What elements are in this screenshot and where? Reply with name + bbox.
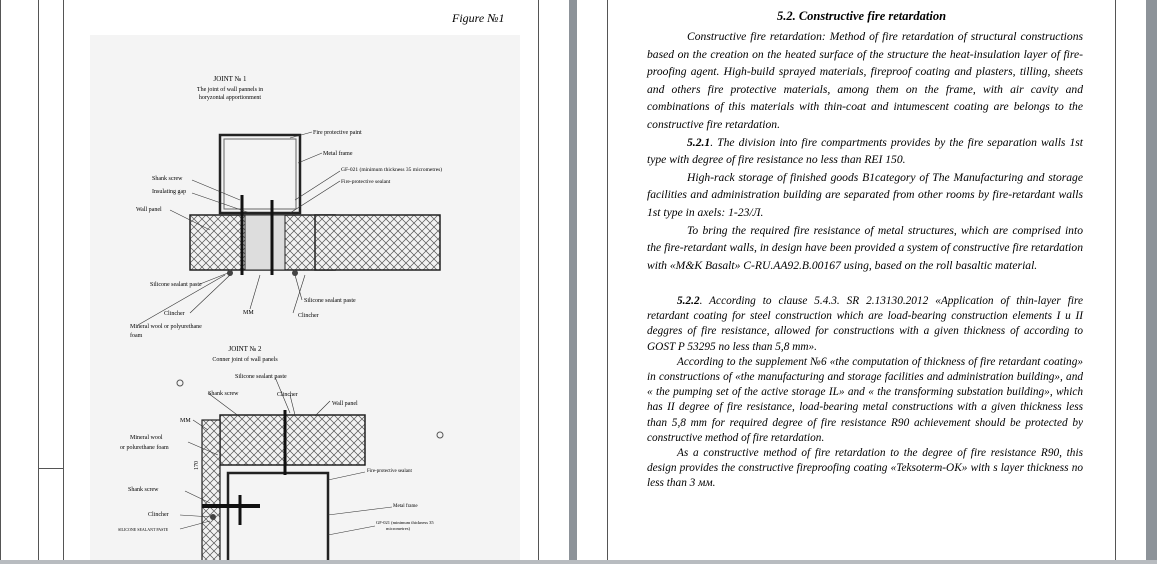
clause-number-522: 5.2.2 (677, 295, 700, 307)
section-body-2 (647, 294, 1083, 492)
joint2-label-gf021-1: GF-021 (minimum thickness 35 (376, 520, 434, 525)
page-frame-line (607, 0, 608, 564)
page-frame-line (38, 0, 39, 564)
scanned-drawing (90, 35, 520, 564)
joint1-title: JOINT № 1 (213, 75, 247, 83)
joint2-label-fire-sealant: Fire-protective sealant (367, 469, 412, 474)
joint2-marker-circle-2 (437, 432, 443, 438)
section-body (647, 28, 1083, 274)
document-page-right (577, 0, 1146, 564)
joint2-label-wall-panel: Wall panel (332, 401, 358, 407)
joint1-label-insulating-gap: Insulating gap (152, 189, 187, 195)
joint2-label-metal-frame: Metal frame (393, 504, 418, 509)
joint1-label-gf021: GF-021 (minimum thickness 35 micrometres) (341, 167, 443, 173)
joint1-subtitle-2: horyzontal apportionment (198, 95, 262, 101)
joint1-label-mineral-wool-2: foam (130, 333, 143, 339)
page-frame-line (38, 468, 63, 469)
joint2-title: JOINT № 2 (228, 345, 262, 353)
paragraph-3: High-rack storage of finished goods B1category of The Manufacturing and storage facilities and administration building are separated from other rooms by fire-retardant walls 1st type in axels: 1-23/Л. (647, 170, 1083, 219)
joint2-label-clincher-bottom: Clincher (148, 512, 169, 518)
page-frame-line (63, 0, 64, 564)
joint2-label-clincher-top: Clincher (277, 392, 298, 398)
vertical-scrollbar-track[interactable] (1146, 0, 1157, 564)
paragraph-1: Constructive fire retardation: Method of fire retardation of structural constructions based on the creation on the heated surface of the structure the heat-insulation layer of fire-proofing agent. High-build sprayed materials, fireproof coating and plasters, tilling, sheets and others fire protective materials, among them on the frame, with air cavity and combinations of this materials with thin-coat and intumescent coating are belongs to the constructive fire retardation. (647, 30, 1083, 131)
joint1-label-mineral-wool-1: Mineral wool or polyurethane (130, 324, 202, 330)
horizontal-scroll-edge (0, 560, 1157, 564)
joint2-label-mm: MM (180, 418, 191, 424)
joint1-insulating-gap (245, 215, 285, 270)
joint1-label-clincher-2: Clincher (298, 313, 319, 319)
page-frame-line (1115, 0, 1116, 564)
joint1-label-shank-screw: Shank screw (152, 176, 183, 182)
joint2-wall-panel-side (202, 420, 220, 564)
joint2-metal-frame (228, 473, 328, 564)
joint2-label-shank-screw: Shank screw (208, 391, 239, 397)
joint1-metal-frame-inner (224, 139, 296, 209)
joint2-dimension: 170 (194, 461, 200, 470)
joint-drawings (90, 35, 520, 564)
joint1-label-clincher-1: Clincher (164, 311, 185, 317)
joint1-label-silicone-2: Silicone sealant paste (304, 298, 356, 304)
joint1-label-silicone-1: Silicone sealant paste (150, 282, 202, 288)
joint2-subtitle: Conner joint of wall panels (212, 357, 278, 363)
joint1-wall-panel-right (315, 215, 440, 270)
joint2-label-shank-screw-2: Shank screw (128, 487, 159, 493)
joint2-label-mineral-wool-1: Mineral wool (130, 435, 163, 441)
joint2-marker-circle (177, 380, 183, 386)
figure-title: Figure №1 (452, 11, 505, 25)
joint2-label-mineral-wool-2: or polurethane foam (120, 445, 169, 451)
joint1-metal-frame (220, 135, 300, 213)
paragraph-5: 5.2.2. According to clause 5.4.3. SR 2.13130.2012 «Application of thin-layer fire retardant coating for steel construction which are load-bearing construction elements I и II deggres of fire resistance, allowed for constructions with a given thickness of according to GOST P 53295 no less than 5,8 mm». (647, 295, 1083, 353)
page-frame-line (538, 0, 539, 564)
joint1-label-mm: MM (243, 310, 254, 316)
page-frame-line (0, 0, 1, 564)
joint2-label-silicone: Silicone sealant paste (235, 374, 287, 380)
paragraph-6: According to the supplement №6 «the computation of thickness of fire retardant coating» in constructions of «the manufacturing and storage facilities and administration building», and « the pumping set of the active storage IL» and « the transforming substation building», which has II degree of fire resistance, load-bearing metal constructions with a given thickness less than 5,8 mm for required degree of fire resistance R90 achievement should be protected by constructive method of fire retardation. (647, 355, 1083, 444)
joint1-subtitle-1: The joint of wall pannels in (196, 87, 264, 93)
joint2-wall-panel-top (220, 415, 365, 465)
paragraph-4: To bring the required fire resistance of metal structures, which are comprised into the fire-retardant walls, in design have been provided a system of constructive fire retardation with «M&K Basalt» C-RU.AA92.B.00167 using, based on the roll basaltic material. (647, 223, 1083, 272)
joint2-label-silicone-caps: SILICONE SEALANT PASTE (118, 527, 169, 532)
page-gutter (569, 0, 577, 564)
joint1-label-fire-sealant: Fire-protective sealant (341, 179, 391, 185)
paragraph-2: 5.2.1. The division into fire compartments provides by the fire separation walls 1st type with degree of fire resistance no less than REI 150. (647, 135, 1083, 167)
joint1-label-fire-paint: Fire protective paint (313, 130, 362, 136)
paragraph-7: As a constructive method of fire retardation to the degree of fire resistance R90, this design provides the constructive fireproofing coating «Teksoterm-OK» with s layer thickness no less than 3 мм. (647, 447, 1083, 490)
joint1-label-metal-frame: Metal frame (323, 151, 353, 157)
joint1-label-wall-panel: Wall panel (136, 207, 162, 213)
section-title: 5.2. Constructive fire retardation (776, 9, 947, 23)
joint2-label-gf021-2: micrometres) (386, 526, 410, 531)
clause-number-521: 5.2.1 (687, 135, 711, 149)
document-page-left (0, 0, 569, 564)
